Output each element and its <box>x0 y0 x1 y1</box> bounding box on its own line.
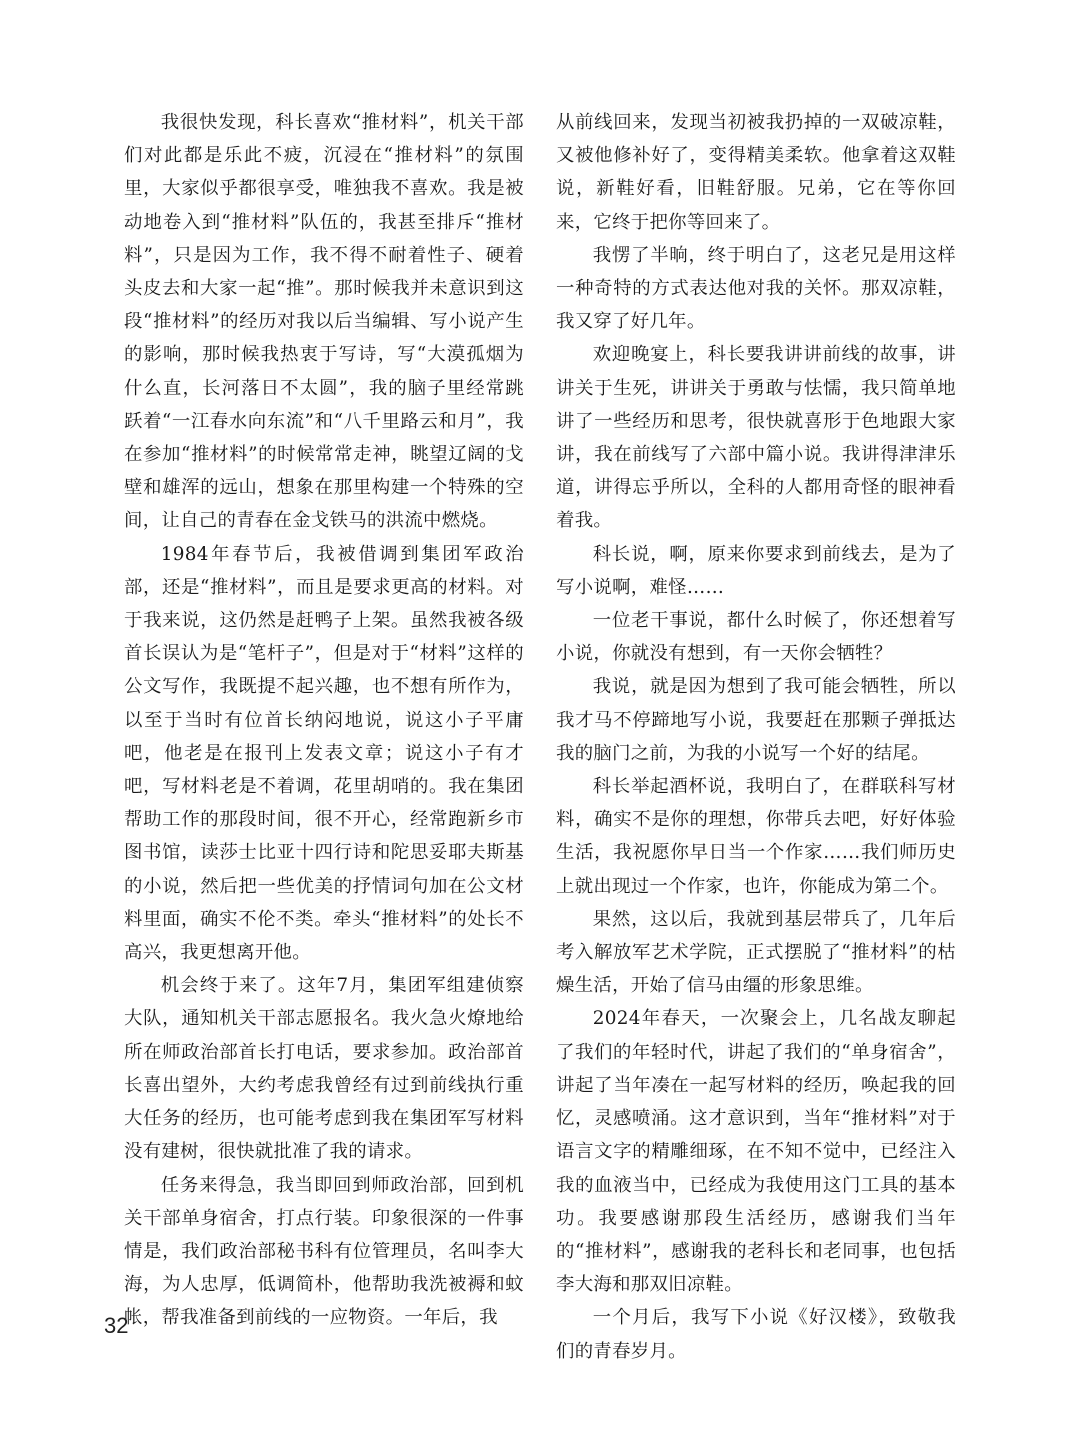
paragraph: 一个月后，我写下小说《好汉楼》，致敬我们的青春岁月。 <box>556 1307 956 1362</box>
paragraph: 欢迎晚宴上，科长要我讲讲前线的故事，讲讲关于生死，讲讲关于勇敢与怯懦，我只简单地讲了一些经历和思考，很快就喜形于色地跟大家讲，我在前线写了六部中篇小说。我讲得津津乐道，讲得忘乎所以，全科的人都用奇怪的眼神看着我。 <box>556 344 956 532</box>
paragraph: 任务来得急，我当即回到师政治部，回到机关干部单身宿舍，打点行装。印象很深的一件事情是，我们政治部秘书科有位管理员，名叫李大海，为人忠厚，低调简朴，他帮助我洗被褥和蚊帐，帮我准备到前线的一应物资。一年后，我 <box>124 1174 524 1329</box>
paragraph: 2024年春天，一次聚会上，几名战友聊起了我们的年轻时代，讲起了我们的“单身宿舍”，讲起了当年凑在一起写材料的经历，唤起我的回忆，灵感喷涌。这才意识到，当年“推材料”对于语言文字的精雕细琢，在不知不觉中，已经注入我的血液当中，已经成为我使用这门工具的基本功。我要感谢那段生活经历，感谢我们当年的“推材料”，感谢我的老科长和老同事，也包括李大海和那双旧凉鞋。 <box>556 1008 956 1296</box>
paragraph: 我说，就是因为想到了我可能会牺牲，所以我才马不停蹄地写小说，我要赶在那颗子弹抵达我的脑门之前，为我的小说写一个好的结尾。 <box>556 676 956 764</box>
paragraph: 科长举起酒杯说，我明白了，在群联科写材料，确实不是你的理想，你带兵去吧，好好体验生活，我祝愿你早日当一个作家……我们师历史上就出现过一个作家，也许，你能成为第二个。 <box>556 776 956 897</box>
paragraph: 我很快发现，科长喜欢“推材料”，机关干部们对此都是乐此不疲，沉浸在“推材料”的氛围里，大家似乎都很享受，唯独我不喜欢。我是被动地卷入到“推材料”队伍的，我甚至排斥“推材料”，只是因为工作，我不得不耐着性子、硬着头皮去和大家一起“推”。那时候我并未意识到这段“推材料”的经历对我以后当编辑、写小说产生的影响，那时候我热衷于写诗，写“大漠孤烟为什么直，长河落日不太圆”，我的脑子里经常跳跃着“一江春水向东流”和“八千里路云和月”，我在参加“推材料”的时候常常走神，眺望辽阔的戈壁和雄浑的远山，想象在那里构建一个特殊的空间，让自己的青春在金戈铁马的洪流中燃烧。 <box>124 112 524 532</box>
paragraph: 机会终于来了。这年7月，集团军组建侦察大队，通知机关干部志愿报名。我火急火燎地给所在师政治部首长打电话，要求参加。政治部首长喜出望外，大约考虑我曾经有过到前线执行重大任务的经历，也可能考虑到我在集团军写材料没有建树，很快就批准了我的请求。 <box>124 975 524 1163</box>
left-column <box>124 106 524 1335</box>
paragraph: 果然，这以后，我就到基层带兵了，几年后考入解放军艺术学院，正式摆脱了“推材料”的枯燥生活，开始了信马由缰的形象思维。 <box>556 908 956 997</box>
paragraph: 1984年春节后，我被借调到集团军政治部，还是“推材料”，而且是要求更高的材料。对于我来说，这仍然是赶鸭子上架。虽然我被各级首长误认为是“笔杆子”，但是对于“材料”这样的公文写作，我既提不起兴趣，也不想有所作为，以至于当时有位首长纳闷地说，说这小子平庸吧，他老是在报刊上发表文章；说这小子有才吧，写材料老是不着调，花里胡哨的。我在集团帮助工作的那段时间，很不开心，经常跑新乡市图书馆，读莎士比亚十四行诗和陀思妥耶夫斯基的小说，然后把一些优美的抒情词句加在公文材料里面，确实不伦不类。牵头“推材料”的处长不高兴，我更想离开他。 <box>124 543 524 964</box>
page-number: 32 <box>104 1313 129 1338</box>
paragraph-continuation: 从前线回来，发现当初被我扔掉的一双破凉鞋，又被他修补好了，变得精美柔软。他拿着这双鞋说，新鞋好看，旧鞋舒服。兄弟，它在等你回来，它终于把你等回来了。 <box>556 112 956 233</box>
paragraph: 科长说，啊，原来你要求到前线去，是为了写小说啊，难怪…… <box>556 543 956 598</box>
paragraph: 我愣了半晌，终于明白了，这老兄是用这样一种奇特的方式表达他对我的关怀。那双凉鞋，我又穿了好几年。 <box>556 244 956 333</box>
paragraph: 一位老干事说，都什么时候了，你还想着写小说，你就没有想到，有一天你会牺牲？ <box>556 610 956 665</box>
right-column <box>556 106 956 1368</box>
